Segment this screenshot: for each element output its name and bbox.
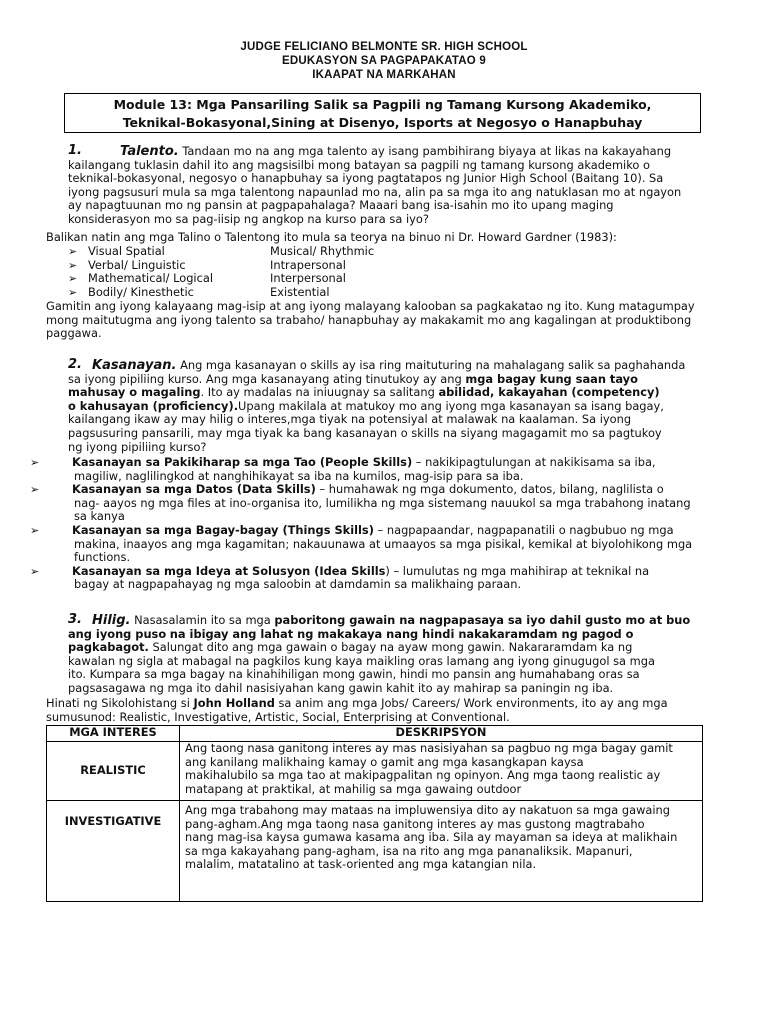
section-number-3: 3. xyxy=(68,612,82,627)
arrow-bullet-icon: ➢ xyxy=(30,456,40,469)
arrow-bullet-icon: ➢ xyxy=(30,483,40,497)
arrow-bullet-icon: ➢ xyxy=(68,272,78,286)
skill-item: ➢ Kasanayan sa mga Ideya at Solusyon (Idea Skills) – lumulutas ng mga mahihirap at teknikal na bagay at nagpapahayag ng mga saloobin at damdamin sa malikhaing paraan. xyxy=(30,563,650,592)
list-item: ➢ Bodily/ Kinesthetic Existential xyxy=(68,284,330,299)
table-header-interes: MGA INTERES xyxy=(47,726,180,742)
talento-line-6: konsiderasyon mo sa pag-iisip ng angkop na kurso para sa iyo? xyxy=(68,211,429,226)
talento-closing: Gamitin ang iyong kalayaang mag-isip at ang iyong malayang kalooban sa pagkakatao ng ito. Kung matagumpay mong maitutugma ang iyong talento sa trabaho/ hanapbuhay ay makakamit mo ang kagalingan at produktibong paggawa. xyxy=(46,299,695,341)
talento-line-1: Tandaan mo na ang mga talento ay isang pambihirang biyaya at likas na kakayahang xyxy=(182,144,672,158)
hilig-title: Hilig. xyxy=(92,613,131,628)
skills-list xyxy=(30,455,726,592)
interest-description: Ang taong nasa ganitong interes ay mas nasisiyahan sa pagbuo ng mga bagay gamit ang kanilang malikhaing kamay o gamit ang mga kasangkapan kaysa makihalubilo sa mga tao at makipagpalitan ng opinyon. Ang mga taong realistic ay matapang at praktikal, at mahilig sa mga gawaing outdoor xyxy=(180,742,703,801)
arrow-bullet-icon: ➢ xyxy=(68,258,78,272)
talento-line-3: teknikal-bokasyonal, negosyo o hanapbuhay sa iyong pagtatapos ng Junior High School (Baitang 10). Sa xyxy=(68,171,664,186)
module-title-box xyxy=(64,93,701,133)
arrow-bullet-icon: ➢ xyxy=(30,564,40,578)
table-row xyxy=(47,742,703,801)
arrow-bullet-icon: ➢ xyxy=(68,245,78,258)
quarter-name: IKAAPAT NA MARKAHAN xyxy=(312,69,456,81)
holland-intro: Hinati ng Sikolohistang si John Holland sa anim ang mga Jobs/ Careers/ Work environments, ito ay ang mga sumusunod: Realistic, Investigative, Artistic, Social, Enterprising at Conventional. xyxy=(46,696,668,724)
talento-line-5: ay napagtuunan mo ng pansin at pagpapahalaga? Maaari bang isa-isahin mo ito upang maging xyxy=(68,198,614,213)
talento-line-4: iyong pagsusuri mula sa mga talentong napaunlad mo na, alin pa sa mga ito ang natuklasan mo at ngayon xyxy=(68,184,682,199)
gardner-intro: Balikan natin ang mga Talino o Talentong ito mula sa teorya na binuo ni Dr. Howard Gardner (1983): xyxy=(46,230,617,244)
list-item: ➢ Mathematical/ Logical Interpersonal xyxy=(68,271,346,286)
subject-name: EDUKASYON SA PAGPAPAKATAO 9 xyxy=(282,55,486,67)
school-name: JUDGE FELICIANO BELMONTE SR. HIGH SCHOOL xyxy=(240,41,528,53)
section-number-1: 1. xyxy=(68,143,82,158)
arrow-bullet-icon: ➢ xyxy=(30,523,40,537)
intelligence-list xyxy=(68,245,468,299)
table-header-row xyxy=(47,726,703,742)
talento-title: Talento. xyxy=(120,144,179,159)
module-title-line-2: Teknikal-Bokasyonal,Sining at Disenyo, Isports at Negosyo o Hanapbuhay xyxy=(122,115,643,130)
arrow-bullet-icon: ➢ xyxy=(68,285,78,299)
section-number-2: 2. xyxy=(68,357,82,372)
interest-table xyxy=(46,725,703,902)
kasanayan-title: Kasanayan. xyxy=(92,358,177,373)
section-talento xyxy=(68,145,724,227)
skill-item: ➢ Kasanayan sa Pakikiharap sa mga Tao (People Skills) – nakikipagtulungan at nakikisama sa iba, magiliw, naglilingkod at nanghihikayat sa iba na kumilos, mag-isip para sa iba. xyxy=(30,455,656,483)
talento-line-2: kailangang tuklasin dahil ito ang magsisilbi mong batayan sa pagpili ng tamang kursong akademiko o xyxy=(68,157,650,172)
interest-label: REALISTIC xyxy=(47,742,180,801)
interest-label: INVESTIGATIVE xyxy=(47,801,180,902)
skill-item: ➢ Kasanayan sa mga Bagay-bagay (Things Skills) – nagpapaandar, nagpapanatili o nagbubuo ng mga makina, inaayos ang mga kagamitan; nakauunawa at umaayos sa mga pisikal, kemikal at biyolohikong mga functions. xyxy=(30,522,693,565)
section-hilig: Hilig. Nasasalamin ito sa mga paboritong gawain na nagpapasaya sa iyo dahil gusto mo at buo ang iyong puso na ibigay ang lahat ng makakaya nang hindi nakakaramdam ng pagod o pagkabagot. Salungat dito ang mga gawain o bagay na ayaw mong gawin. Nakararamdam ka ng kawalan ng sigla at mabagal na pagkilos kung kaya maikling oras lamang ang iyong ginugugol sa mga ito. Kumpara sa mga bagay na kinahihiligan mong gawin, hindi mo pansin ang humahabang oras sa pagsasagawa ng mga ito dahil nasisiyahan kang gawin kahit ito ay mahirap sa paningin ng iba. xyxy=(68,613,691,695)
interest-description: Ang mga trabahong may mataas na impluwensiya dito ay nakatuon sa mga gawaing pang-agham.Ang mga taong nasa ganitong interes ay mas gustong magtrabaho nang mag-isa kaysa gumawa kasama ang iba. Sila ay mayaman sa ideya at malikhain sa mga kakayahang pang-agham, isa na rito ang mga pananaliksik. Mapanuri, malalim, matatalino at task-oriented ang mga katangian nila. xyxy=(180,801,703,902)
table-header-deskripsyon: DESKRIPSYON xyxy=(180,726,703,742)
section-kasanayan: Kasanayan. Ang mga kasanayan o skills ay isa ring maituturing na mahalagang salik sa paghahanda sa iyong pipiliing kurso. Ang mga kasanayang ating tinutukoy ay ang mga bagay kung saan tayo mahusay o magaling. Ito ay madalas na iniuugnay sa salitang abilidad, kakayahan (competency) o kahusayan (proficiency).Upang makilala at matukoy mo ang iyong mga kasanayan sa isang bagay, kailangang ikaw ay may hilig o interes,mga tiyak na potensiyal at malawak na kaalaman. Sa iyong pagsusuring pansarili, may mga tiyak ka bang kasanayan o skills na siyang magagamit mo sa pagtukoy ng iyong pipiliing kurso? xyxy=(68,358,686,454)
module-title-line-1: Module 13: Mga Pansariling Salik sa Pagpili ng Tamang Kursong Akademiko, xyxy=(113,97,652,112)
list-item: ➢ Verbal/ Linguistic Intrapersonal xyxy=(68,257,346,272)
skill-item: ➢ Kasanayan sa mga Datos (Data Skills) – humahawak ng mga dokumento, datos, bilang, naglilista o nag- aayos ng mga files at ino-organisa ito, lumilikha ng mga sistemang nauukol sa mga trabahong inatang sa kanya xyxy=(30,482,691,524)
table-row xyxy=(47,801,703,902)
document-header xyxy=(0,40,768,82)
list-item: ➢ Visual Spatial Musical/ Rhythmic xyxy=(68,244,375,258)
